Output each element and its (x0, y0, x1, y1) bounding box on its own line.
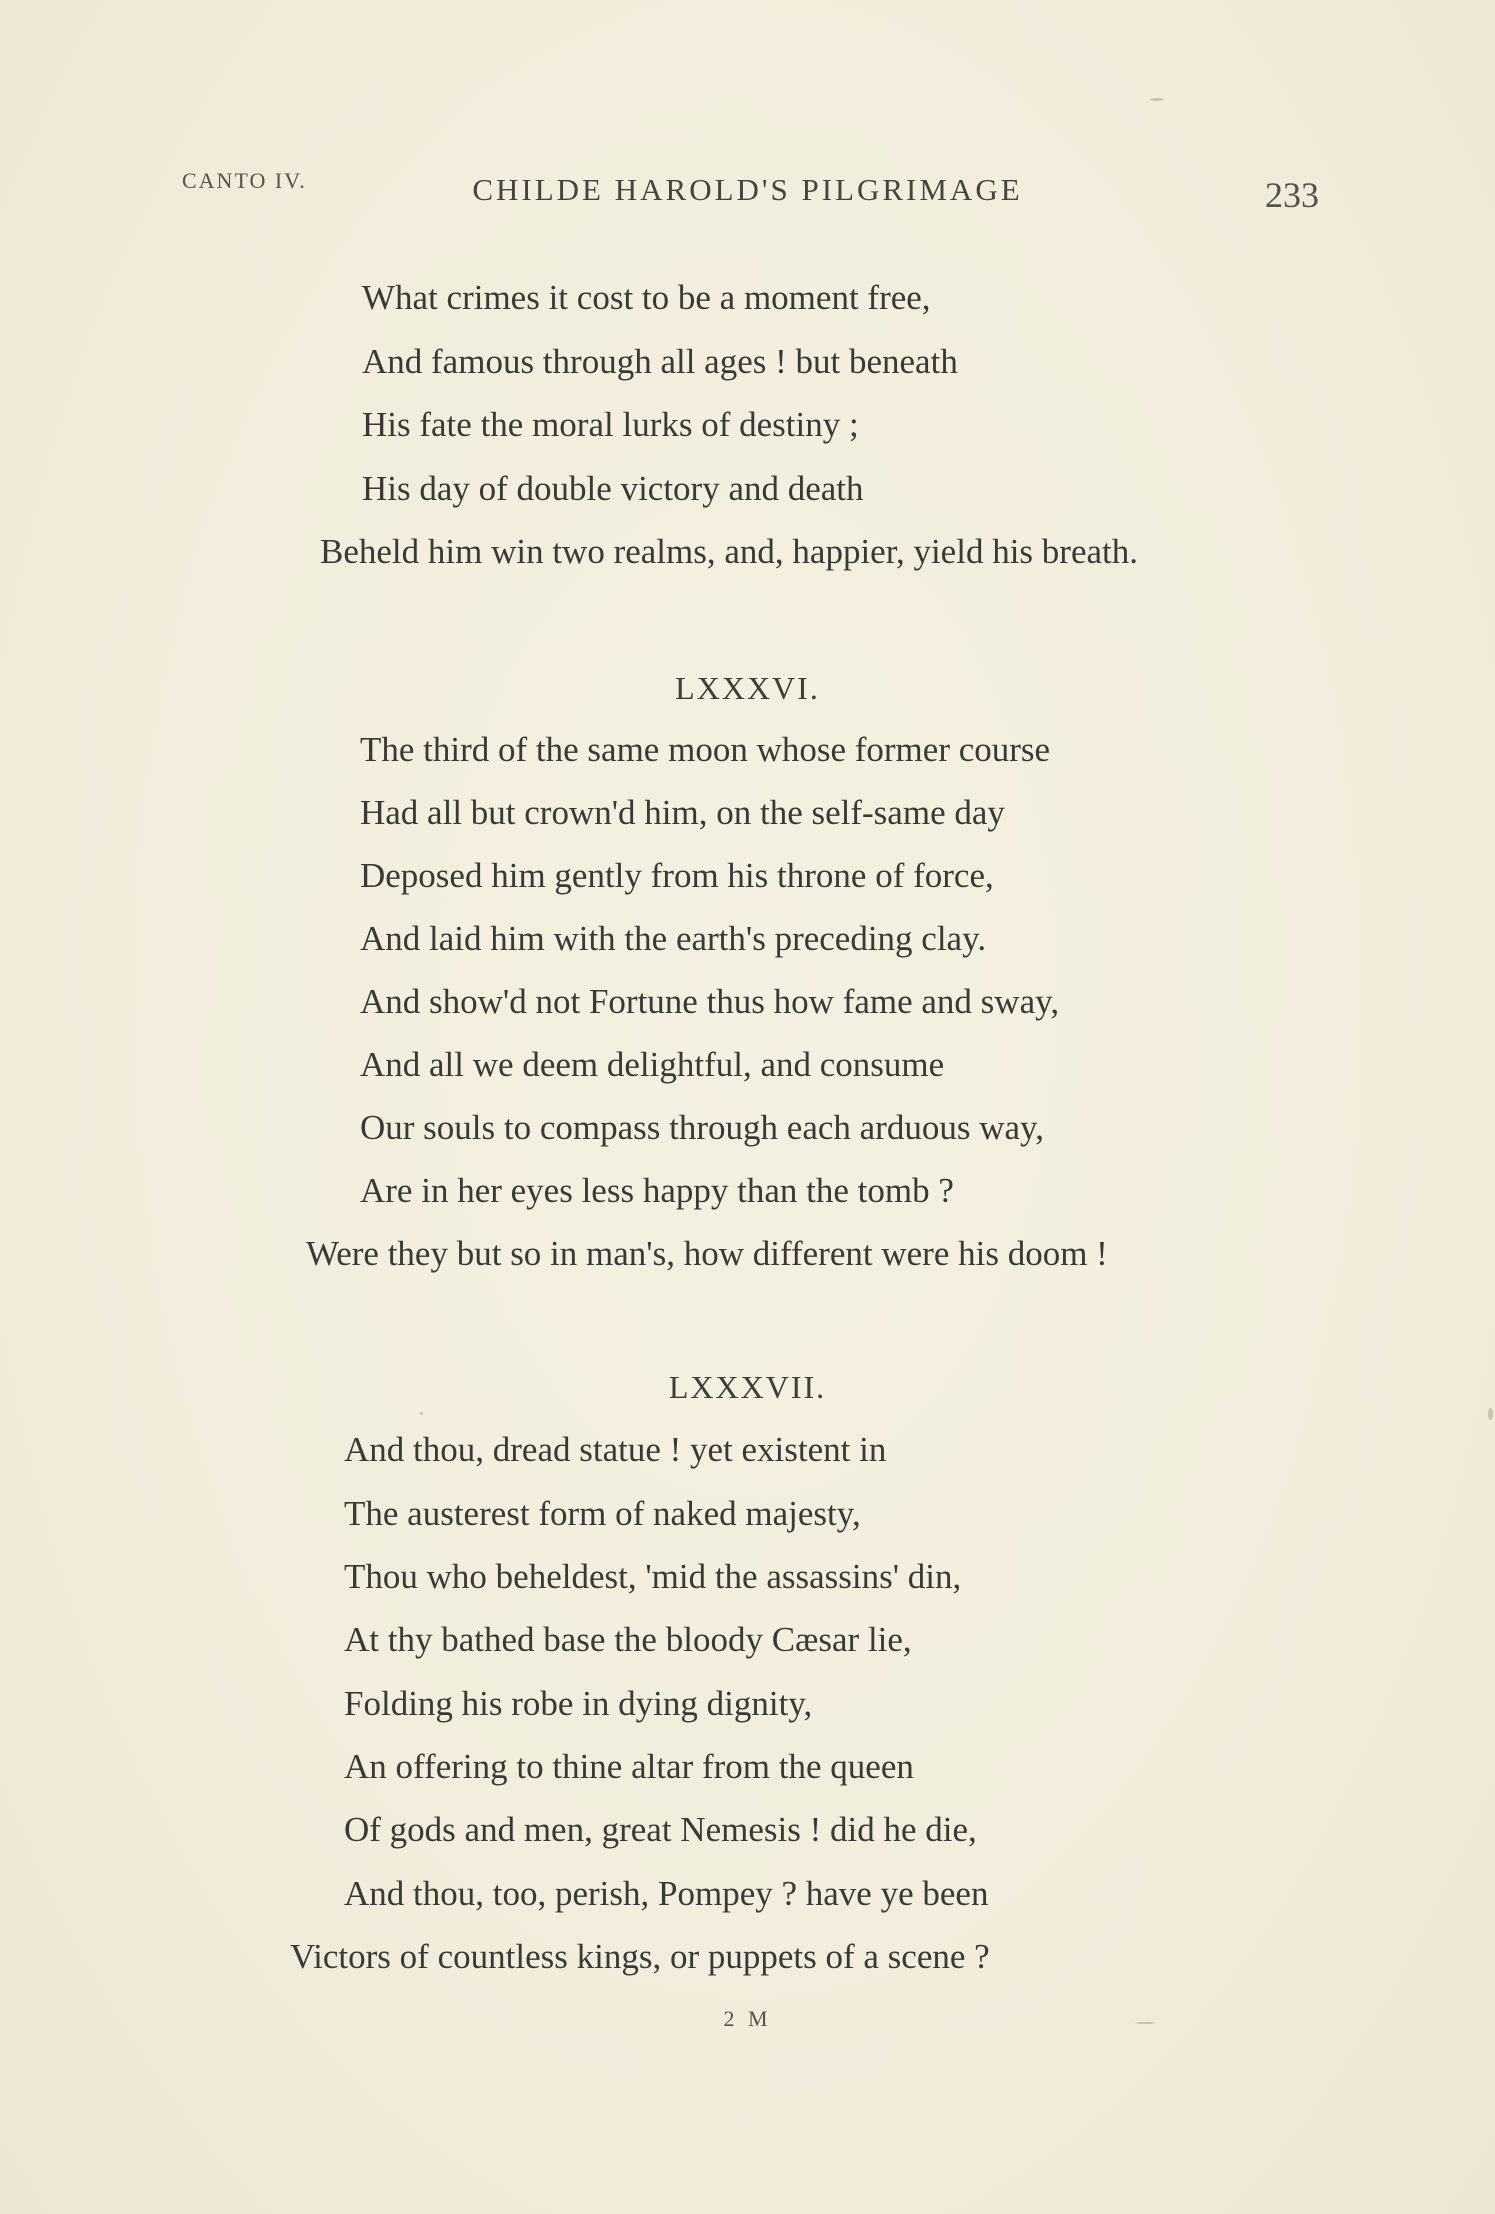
verse-line: And show'd not Fortune thus how fame and sway, (360, 982, 1060, 1021)
verse-line: Victors of countless kings, or puppets of a scene ? (290, 1937, 990, 1976)
verse-line: His fate the moral lurks of destiny ; (362, 405, 859, 444)
running-head (0, 168, 1495, 218)
verse-line: Thou who beheldest, 'mid the assassins' din, (344, 1557, 962, 1596)
verse-line: Folding his robe in dying dignity, (344, 1684, 813, 1723)
verse-line: And famous through all ages ! but beneath (362, 342, 958, 381)
stanza-heading: LXXXVI. (675, 670, 820, 706)
verse-line: Were they but so in man's, how different were his doom ! (306, 1234, 1108, 1273)
verse-line: Beheld him win two realms, and, happier, yield his breath. (320, 532, 1138, 571)
paper-speck (1150, 98, 1164, 101)
verse-line: Had all but crown'd him, on the self-same day (360, 793, 1005, 832)
verse-line: Of gods and men, great Nemesis ! did he die, (344, 1810, 977, 1849)
verse-line: And all we deem delightful, and consume (360, 1045, 945, 1084)
printer-signature: 2 M (723, 2006, 772, 2031)
verse-line: The austerest form of naked majesty, (344, 1494, 861, 1533)
running-title: CHILDE HAROLD'S PILGRIMAGE (472, 172, 1023, 207)
verse-line: And thou, too, perish, Pompey ? have ye been (344, 1874, 989, 1913)
page-number: 233 (1265, 175, 1319, 215)
verse-line: His day of double victory and death (362, 469, 864, 508)
verse-line: Our souls to compass through each arduous way, (360, 1108, 1044, 1147)
verse-line: Deposed him gently from his throne of force, (360, 856, 994, 895)
verse-line: Are in her eyes less happy than the tomb ? (360, 1171, 954, 1210)
verse-line: At thy bathed base the bloody Cæsar lie, (344, 1620, 912, 1659)
verse-line: And laid him with the earth's preceding clay. (360, 919, 987, 958)
verse-line: And thou, dread statue ! yet existent in (344, 1430, 887, 1469)
paper-speck (1135, 2022, 1155, 2024)
canto-label: CANTO IV. (182, 168, 307, 193)
paper-speck (420, 1412, 423, 1415)
paper-speck (1488, 1408, 1493, 1420)
verse-line: An offering to thine altar from the queen (344, 1747, 914, 1786)
verse-line: What crimes it cost to be a moment free, (362, 278, 931, 317)
stanza-heading: LXXXVII. (668, 1369, 827, 1405)
verse-line: The third of the same moon whose former course (360, 730, 1051, 769)
